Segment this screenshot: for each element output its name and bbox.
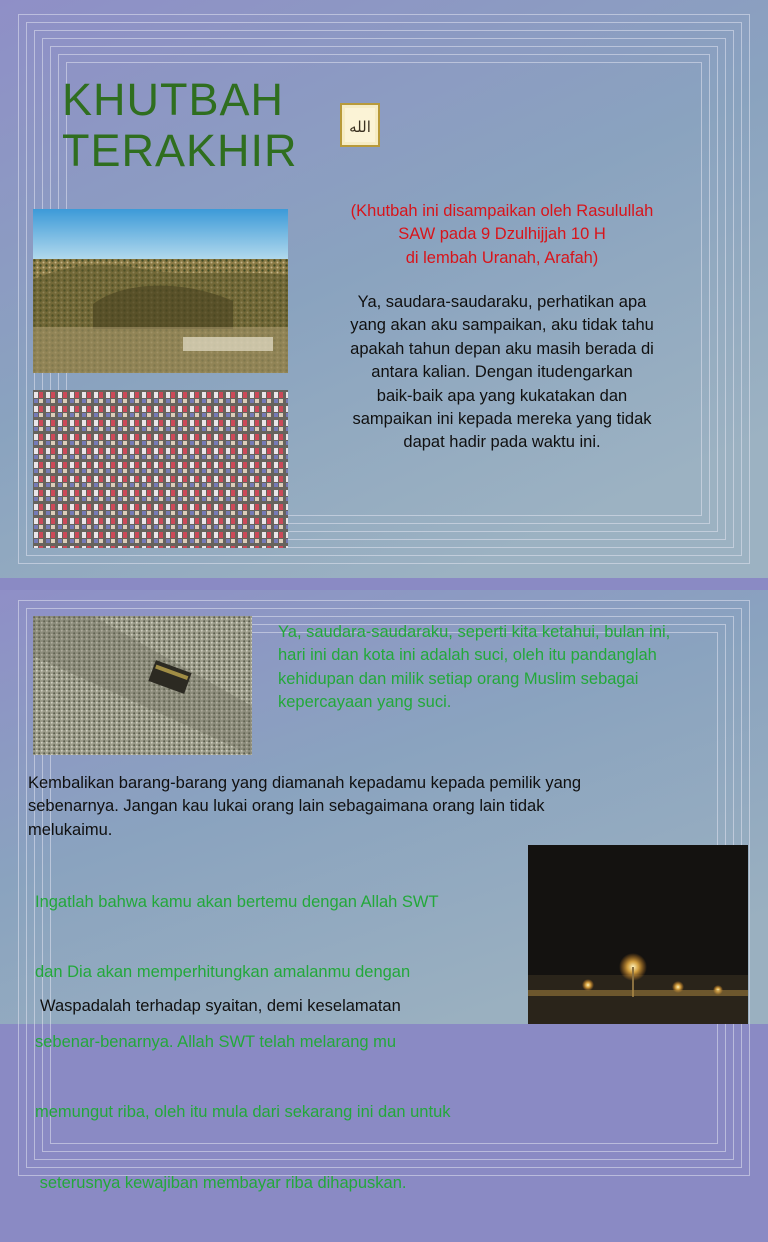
sermon-intro-paragraph	[300, 291, 704, 455]
paragraph-line: kepercayaan yang suci.	[278, 693, 452, 712]
night-arafah-photo	[528, 845, 748, 1024]
paragraph-line: antara kalian. Dengan itudengarkan	[371, 363, 633, 382]
paragraph-line: dan Dia akan memperhitungkan amalanmu dengan	[35, 963, 411, 982]
paragraph-line: yang akan aku sampaikan, aku tidak tahu	[350, 316, 654, 335]
page-title	[62, 74, 298, 176]
paragraph-line: seterusnya kewajiban membayar riba dihapuskan.	[35, 1173, 407, 1192]
paragraph-line: sebenar-benarnya. Allah SWT telah melarang mu	[35, 1033, 397, 1052]
title-line-2: TERAKHIR	[62, 125, 298, 176]
paragraph-line: Waspadalah terhadap syaitan, demi keselamatan	[40, 997, 401, 1015]
paragraph-line: Ya, saudara-saudaraku, seperti kita ketahui, bulan ini,	[278, 623, 671, 641]
slide-2	[0, 590, 768, 1192]
tents-photo	[33, 390, 288, 548]
note-line: (Khutbah ini disampaikan oleh Rasulullah	[350, 202, 654, 220]
trust-paragraph	[28, 772, 748, 842]
title-line-1: KHUTBAH	[62, 74, 285, 125]
paragraph-line: Ya, saudara-saudaraku, perhatikan apa	[357, 293, 647, 311]
paragraph-line: Ingatlah bahwa kamu akan bertemu dengan Allah SWT	[35, 892, 439, 911]
paragraph-line: melukaimu.	[28, 820, 113, 839]
note-line: di lembah Uranah, Arafah)	[405, 248, 599, 267]
paragraph-line: sampaikan ini kepada mereka yang tidak	[352, 410, 652, 429]
sermon-note	[300, 200, 704, 270]
paragraph-line: memungut riba, oleh itu mula dari sekarang ini dan untuk	[35, 1103, 451, 1122]
usury-paragraph	[35, 844, 525, 1242]
note-line: SAW pada 9 Dzulhijjah 10 H	[398, 225, 606, 244]
paragraph-line: hari ini dan kota ini adalah suci, oleh itu pandanglah	[278, 646, 657, 665]
paragraph-line: kehidupan dan milik setiap orang Muslim sebagai	[278, 669, 639, 688]
sanctity-paragraph	[278, 621, 748, 715]
arafah-landscape-photo	[33, 209, 288, 373]
calligraphy-text: الله	[349, 118, 371, 136]
slide-1	[0, 0, 768, 578]
paragraph-line: sebenarnya. Jangan kau lukai orang lain sebagaimana orang lain tidak	[28, 797, 545, 816]
paragraph-line: Kembalikan barang-barang yang diamanah kepadamu kepada pemilik yang	[28, 774, 582, 792]
allah-calligraphy-icon	[340, 103, 380, 147]
paragraph-line: dapat hadir pada waktu ini.	[403, 433, 601, 452]
crowd-kaaba-photo	[33, 616, 252, 755]
paragraph-line: baik-baik apa yang kukatakan dan	[376, 386, 628, 405]
paragraph-line: apakah tahun depan aku masih berada di	[350, 339, 654, 358]
satan-warning-line	[40, 995, 520, 1018]
